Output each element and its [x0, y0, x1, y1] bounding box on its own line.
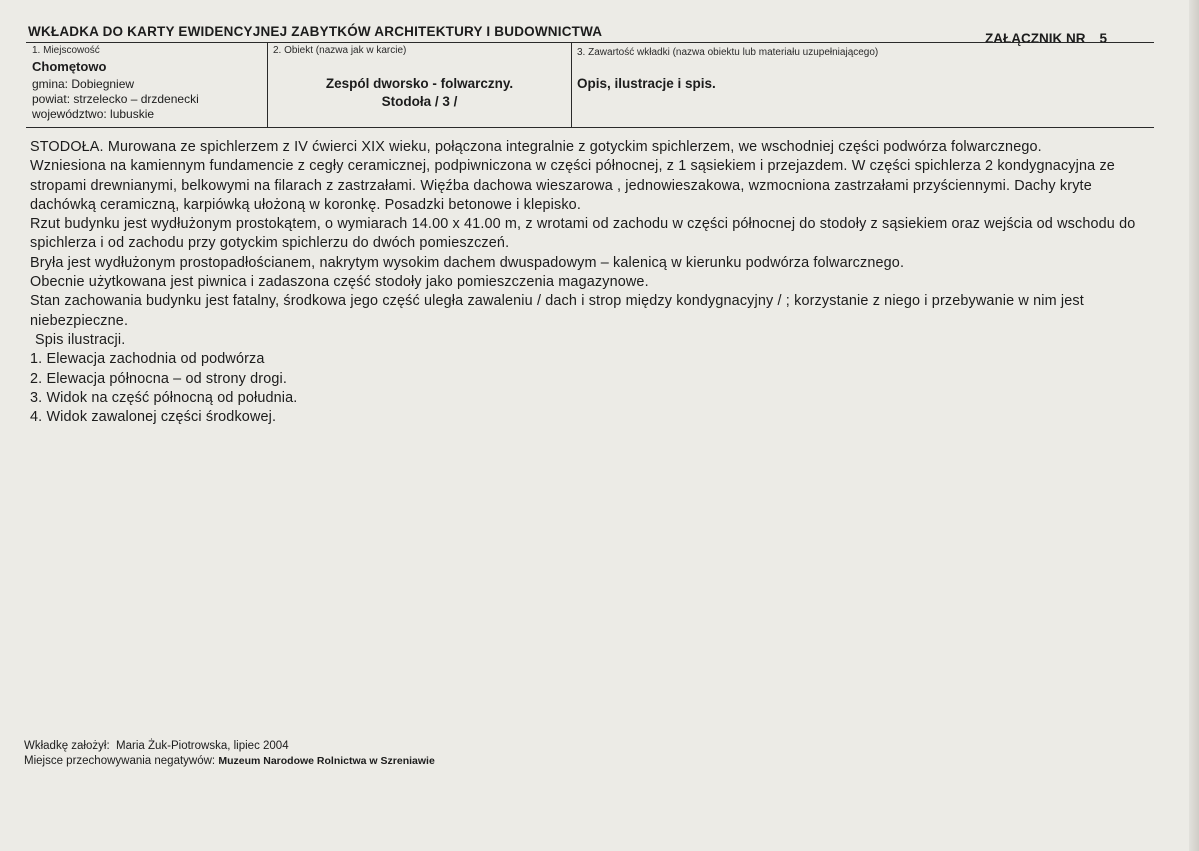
annex-label-text: ZAŁĄCZNIK NR — [985, 31, 1086, 46]
paragraph-condition: Stan zachowania budynku jest fatalny, środkowa jego część uległa zawaleniu / dach i strop między kondygnacyjny / ; korzystanie z niego i przebywanie w nim jest niebezpieczne. — [30, 293, 1084, 329]
storage-value: Muzeum Narodowe Rolnictwa w Szreniawie — [218, 755, 435, 767]
scan-edge-shadow — [1189, 0, 1199, 851]
illustration-list-title: Spis ilustracji. — [35, 331, 126, 348]
document-title: WKŁADKA DO KARTY EWIDENCYJNEJ ZABYTKÓW ARCHITEKTURY I BUDOWNICTWA — [28, 24, 603, 39]
object-label: 2. Obiekt (nazwa jak w karcie) — [273, 45, 407, 56]
table-divider-2 — [571, 42, 572, 127]
location-value: Chomętowo — [32, 59, 107, 74]
powiat-text: powiat: strzelecko – drzdenecki — [32, 92, 199, 106]
gmina-text: gmina: Dobiegniew — [32, 77, 135, 91]
annex-number: 5 — [1099, 31, 1108, 46]
annex-label — [985, 31, 1107, 46]
paragraph-massing: Bryła jest wydłużonym prostopadłościanem, nakrytym wysokim dachem dwuspadowym – kalenicą w kierunku podwórza folwarcznego. — [30, 254, 905, 271]
storage-label: Miejsce przechowywania negatywów: — [24, 755, 216, 767]
contents-label: 3. Zawartość wkładki (nazwa obiektu lub materiału uzupełniającego) — [577, 47, 879, 58]
footer-author — [24, 740, 289, 752]
illustration-item-4: 4. Widok zawalonej części środkowej. — [30, 409, 277, 426]
contents-value: Opis, ilustracje i spis. — [577, 76, 716, 91]
object-value — [268, 75, 571, 111]
author-label: Wkładkę założył: — [24, 740, 110, 752]
location-label: 1. Miejscowość — [32, 45, 100, 56]
wojewodztwo-text: województwo: lubuskie — [32, 107, 155, 121]
illustration-item-3: 3. Widok na część północną od południa. — [30, 389, 298, 406]
illustration-item-2: 2. Elewacja północna – od strony drogi. — [30, 370, 288, 387]
object-line-1: Zespól dworsko - folwarczny. — [325, 76, 514, 91]
object-line-2: Stodoła / 3 / — [381, 94, 458, 109]
table-top-rule — [26, 42, 1154, 43]
paragraph-construction: Wzniesiona na kamiennym fundamencie z cegły ceramicznej, podpiwniczona w części północnej, z 1 sąsiekiem i przejazdem. W części spichlerza 2 kondygnacyjna ze stropami drewnianymi, belkowymi na filarach z zastrzałami. Więźba dachowa wieszarowa , jednowieszakowa, wzmocniona zastrzałami przyściennymi. Dachy kryte dachówką ceramiczną, karpiówką ułożoną w koronkę. Posadzki betonowe i klepisko. — [30, 158, 1115, 213]
author-value: Maria Żuk-Piotrowska, lipiec 2004 — [116, 740, 289, 752]
illustration-item-1: 1. Elewacja zachodnia od podwórza — [30, 351, 265, 368]
paragraph-usage: Obecnie użytkowana jest piwnica i zadaszona część stodoły jako pomieszczenia magazynowe. — [30, 274, 649, 291]
paragraph-stodola: STODOŁA. Murowana ze spichlerzem z IV ćwierci XIX wieku, połączona integralnie z gotyckim spichlerzem, we wschodniej części podwórza folwarcznego. — [30, 139, 1042, 155]
description-body — [30, 138, 1160, 427]
footer-storage — [24, 755, 435, 767]
paragraph-plan: Rzut budynku jest wydłużonym prostokątem, o wymiarach 14.00 x 41.00 m, z wrotami od zachodu w części północnej do stodoły z sąsiekiem oraz wejścia od wschodu do spichlerza i od zachodu przy gotyckim spichlerzu do dwóch pomieszczeń. — [30, 216, 1136, 252]
table-bottom-rule — [26, 127, 1154, 128]
